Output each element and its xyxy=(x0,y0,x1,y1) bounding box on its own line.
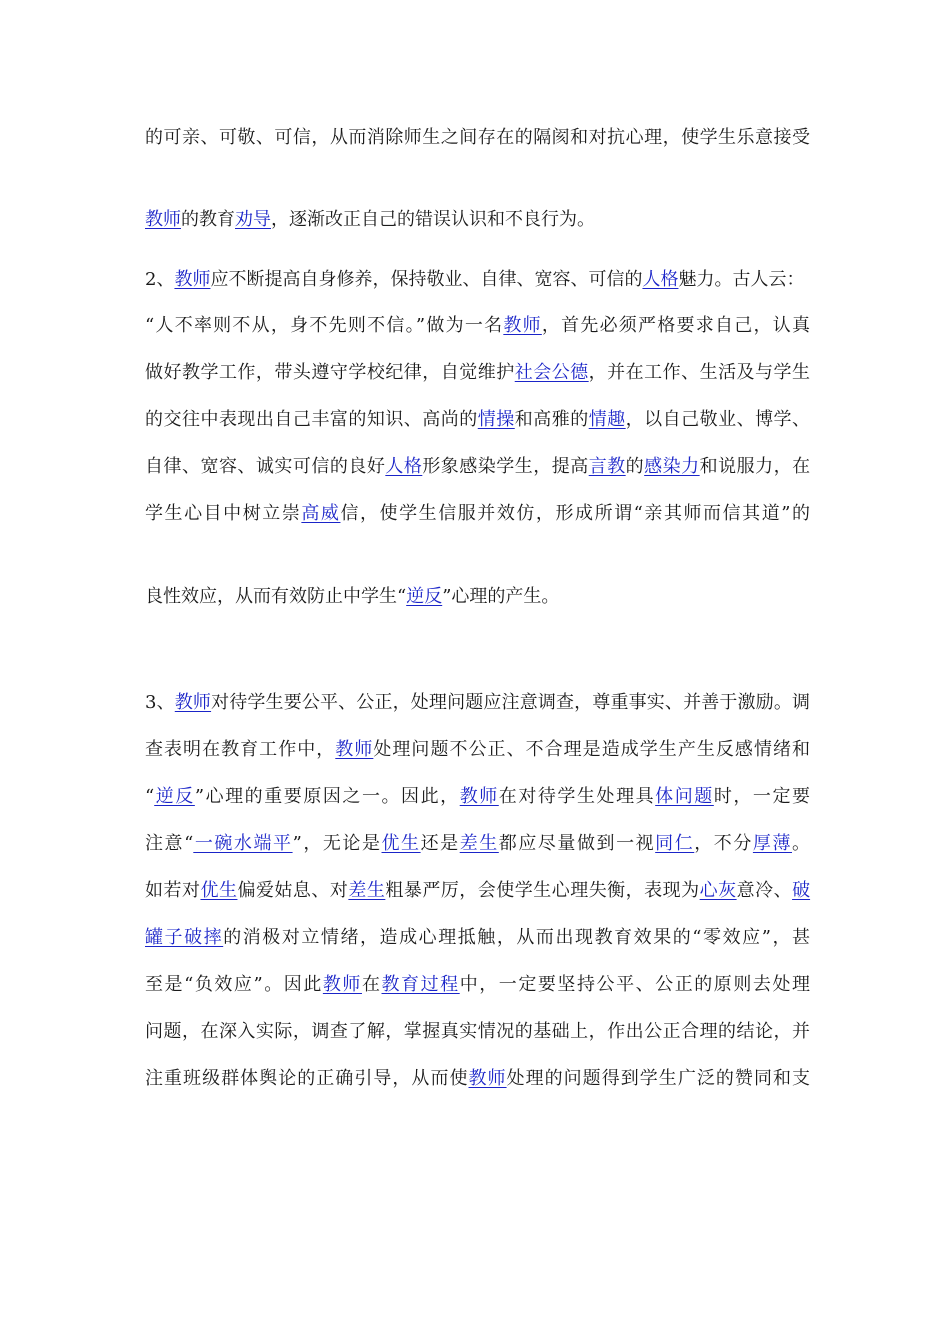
text-link[interactable]: 教师 xyxy=(459,786,499,807)
text-line xyxy=(145,452,810,482)
text-link[interactable]: 教师 xyxy=(335,739,374,760)
text-line xyxy=(145,205,810,235)
text-segment: 中，一定要坚持公平、公正的原则去处理 xyxy=(459,974,810,995)
text-link[interactable]: 逆反 xyxy=(154,786,195,807)
text-segment: 做好教学工作，带头遵守学校纪律，自觉维护 xyxy=(145,362,515,383)
text-line xyxy=(145,123,810,153)
text-link[interactable]: 优生 xyxy=(200,880,238,901)
text-link[interactable]: 教师 xyxy=(174,269,211,290)
text-link[interactable]: 教育过程 xyxy=(381,974,460,995)
text-segment: 2、 xyxy=(145,269,175,290)
text-segment: 还是 xyxy=(420,833,460,854)
text-line xyxy=(145,405,810,435)
text-segment: 在 xyxy=(361,974,382,995)
text-link[interactable]: 心灰 xyxy=(699,880,737,901)
text-link[interactable]: 感染力 xyxy=(644,456,700,477)
text-segment: 的交往中表现出自己丰富的知识、高尚的 xyxy=(145,409,478,430)
text-link[interactable]: 教师 xyxy=(503,315,542,336)
text-segment: ”，无论是 xyxy=(292,833,382,854)
text-segment: 3、 xyxy=(145,692,175,713)
text-line xyxy=(145,582,810,612)
text-segment: 良性效应，从而有效防止中学生“ xyxy=(145,586,407,607)
text-segment: ，逐渐改正自己的错误认识和不良行为。 xyxy=(271,209,595,230)
text-line xyxy=(145,782,810,812)
text-link[interactable]: 差生 xyxy=(459,833,499,854)
text-link[interactable]: 体问题 xyxy=(655,786,714,807)
text-segment: 魅力。古人云： xyxy=(678,269,805,290)
text-segment: 偏爱姑息、对 xyxy=(237,880,349,901)
text-segment: 学生心目中树立崇 xyxy=(145,503,302,524)
text-line xyxy=(145,923,810,953)
text-link[interactable]: 社会公德 xyxy=(514,362,589,383)
text-segment: 粗暴严厉，会使学生心理失衡，表现为 xyxy=(385,880,700,901)
text-segment: ”心理的产生。 xyxy=(442,586,560,607)
text-segment: 如若对 xyxy=(145,880,201,901)
text-segment: ，以自己敬业、博学、 xyxy=(625,409,811,430)
text-line xyxy=(145,970,810,1000)
text-segment: 的消极对立情绪，造成心理抵触，从而出现教育效果的“零效应”，甚 xyxy=(223,927,810,948)
text-segment: 的可亲、可敬、可信，从而消除师生之间存在的隔阂和对抗心理，使学生乐意接受 xyxy=(145,127,810,148)
text-link[interactable]: 同仁 xyxy=(655,833,695,854)
text-segment: 和说服力，在 xyxy=(699,456,811,477)
text-segment: 的 xyxy=(625,456,645,477)
text-link[interactable]: 教师 xyxy=(322,974,362,995)
text-link[interactable]: 破 xyxy=(792,880,811,901)
text-segment: 都应尽量做到一视 xyxy=(498,833,656,854)
text-segment: 的教育 xyxy=(181,209,235,230)
text-segment: 注意“ xyxy=(145,833,194,854)
text-segment: 处理问题不公正、不合理是造成学生产生反感情绪和 xyxy=(373,739,811,760)
text-segment: “ xyxy=(145,786,155,807)
text-segment: 对待学生要公平、公正，处理问题应注意调查，尊重事实、并善于激励。调 xyxy=(211,692,811,713)
text-line xyxy=(145,735,810,765)
text-link[interactable]: 厚薄 xyxy=(752,833,792,854)
text-segment: “人不率则不从，身不先则不信。”做为一名 xyxy=(145,315,504,336)
text-segment: 意冷、 xyxy=(736,880,793,901)
text-link[interactable]: 高威 xyxy=(301,503,341,524)
text-link[interactable]: 一碗水端平 xyxy=(193,833,293,854)
text-segment: 查表明在教育工作中， xyxy=(145,739,336,760)
text-segment: 在对待学生处理具 xyxy=(498,786,656,807)
text-segment: 形象感染学生，提高 xyxy=(422,456,589,477)
text-line xyxy=(145,265,810,295)
text-segment: 。 xyxy=(792,833,810,854)
text-segment: 和高雅的 xyxy=(514,409,589,430)
text-link[interactable]: 教师 xyxy=(468,1068,507,1089)
text-segment: ，并在工作、生活及与学生 xyxy=(588,362,811,383)
text-segment: 自律、宽容、诚实可信的良好 xyxy=(145,456,386,477)
text-line xyxy=(145,358,810,388)
text-link[interactable]: 情趣 xyxy=(588,409,626,430)
text-link[interactable]: 教师 xyxy=(145,209,181,230)
text-segment: 应不断提高自身修养，保持敬业、自律、宽容、可信的 xyxy=(210,269,643,290)
text-line xyxy=(145,311,810,341)
text-link[interactable]: 劝导 xyxy=(235,209,271,230)
text-line xyxy=(145,1017,810,1047)
text-link[interactable]: 言教 xyxy=(588,456,626,477)
text-line xyxy=(145,876,810,906)
text-segment: ，不分 xyxy=(694,833,753,854)
text-link[interactable]: 人格 xyxy=(642,269,679,290)
text-link[interactable]: 人格 xyxy=(385,456,423,477)
text-link[interactable]: 逆反 xyxy=(406,586,443,607)
text-segment: 信，使学生信服并效仿，形成所谓“亲其师而信其道”的 xyxy=(340,503,810,524)
text-segment: ”心理的重要原因之一。因此， xyxy=(194,786,460,807)
text-link[interactable]: 罐子破摔 xyxy=(145,927,224,948)
text-segment: 注重班级群体舆论的正确引导，从而使 xyxy=(145,1068,469,1089)
text-segment: ，首先必须严格要求自己，认真 xyxy=(541,315,811,336)
text-segment: 处理的问题得到学生广泛的赞同和支 xyxy=(506,1068,811,1089)
text-line xyxy=(145,688,810,718)
text-link[interactable]: 差生 xyxy=(348,880,386,901)
text-link[interactable]: 优生 xyxy=(381,833,421,854)
text-line xyxy=(145,1064,810,1094)
text-line xyxy=(145,499,810,529)
text-link[interactable]: 教师 xyxy=(174,692,212,713)
text-segment: 问题，在深入实际，调查了解，掌握真实情况的基础上，作出公正合理的结论，并 xyxy=(145,1021,810,1042)
text-link[interactable]: 情操 xyxy=(477,409,515,430)
text-segment: 时，一定要 xyxy=(713,786,810,807)
text-line xyxy=(145,829,810,859)
text-segment: 至是“负效应”。因此 xyxy=(145,974,323,995)
